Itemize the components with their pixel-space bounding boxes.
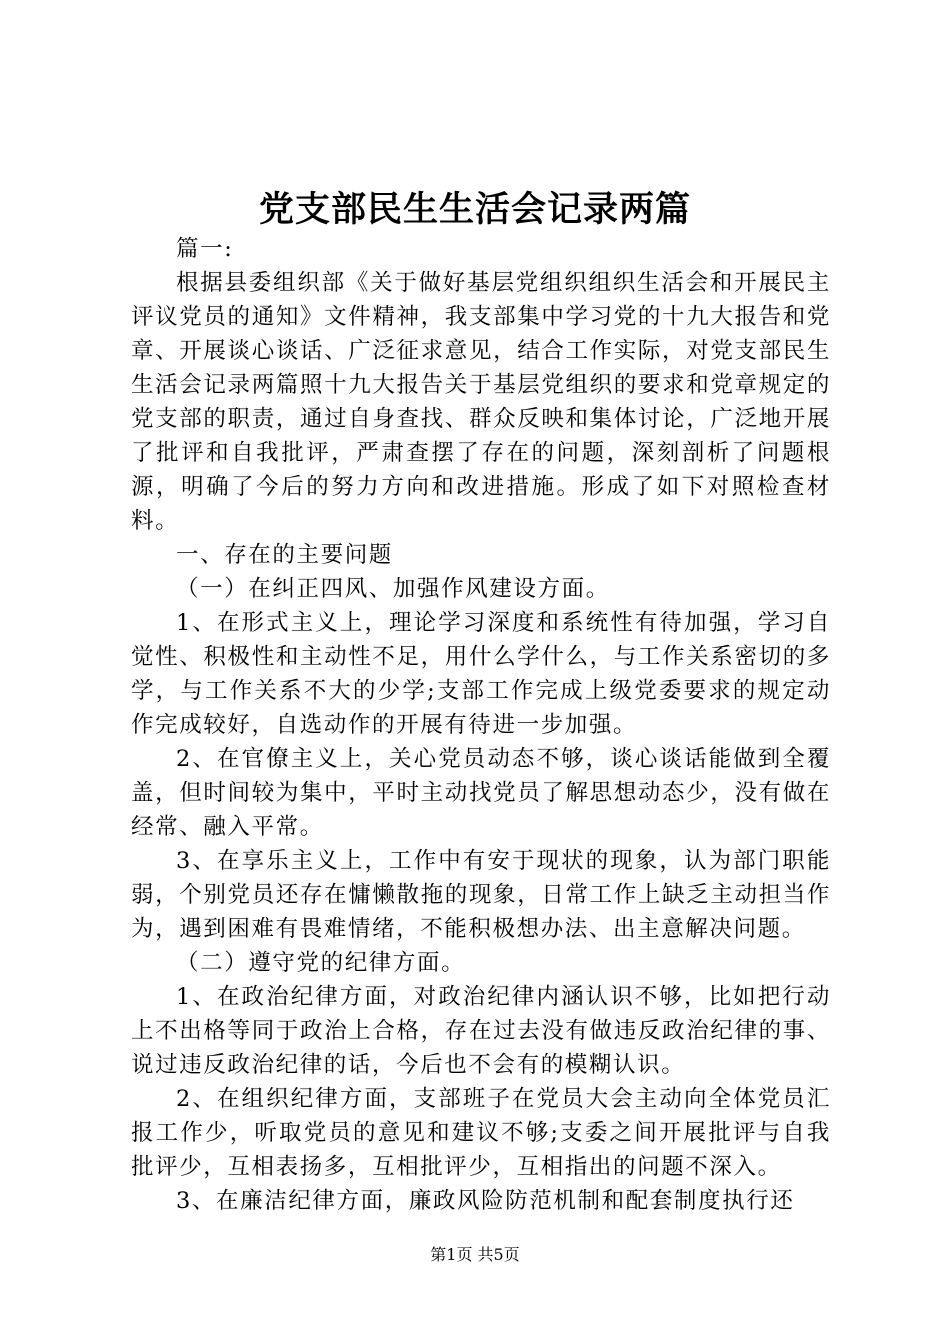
- body-paragraph: 3、在廉洁纪律方面，廉政风险防范机制和配套制度执行还: [176, 1188, 795, 1214]
- document-body: [131, 232, 831, 1218]
- body-paragraph: 2、在官僚主义上，关心党员动态不够，谈心谈话能做到全覆盖，但时间较为集中，平时主动找党员了解思想动态少，没有做在经常、融入平常。: [131, 746, 831, 840]
- body-paragraph: 2、在组织纪律方面，支部班子在党员大会主动向全体党员汇报工作少，听取党员的意见和建议不够;支委之间开展批评与自我批评少，互相表扬多，互相批评少，互相指出的问题不深入。: [131, 1086, 831, 1180]
- body-paragraph: 1、在政治纪律方面，对政治纪律内涵认识不够，比如把行动上不出格等同于政治上合格，存在过去没有做违反政治纪律的事、说过违反政治纪律的话，今后也不会有的模糊认识。: [131, 984, 831, 1078]
- document-title: 党支部民生生活会记录两篇: [258, 189, 691, 230]
- body-paragraph: 根据县委组织部《关于做好基层党组织组织生活会和开展民主评议党员的通知》文件精神，我支部集中学习党的十九大报告和党章、开展谈心谈话、广泛征求意见，结合工作实际，对党支部民生生活会记录两篇照十九大报告关于基层党组织的要求和党章规定的党支部的职责，通过自身查找、群众反映和集体讨论，广泛地开展了批评和自我批评，严肃查摆了存在的问题，深刻剖析了问题根源，明确了今后的努力方向和改进措施。形成了如下对照检查材料。: [131, 270, 831, 534]
- section-label: 篇一:: [176, 236, 234, 262]
- body-paragraph: 1、在形式主义上，理论学习深度和系统性有待加强，学习自觉性、积极性和主动性不足，用什么学什么，与工作关系密切的多学，与工作关系不大的少学;支部工作完成上级党委要求的规定动作完成较好，自选动作的开展有待进一步加强。: [131, 610, 831, 738]
- subsection-heading: （二）遵守党的纪律方面。: [176, 950, 466, 976]
- section-heading: 一、存在的主要问题: [176, 542, 393, 568]
- body-paragraph: 3、在享乐主义上，工作中有安于现状的现象，认为部门职能弱，个别党员还存在慵懒散拖的现象，日常工作上缺乏主动担当作为，遇到困难有畏难情绪，不能积极想办法、出主意解决问题。: [131, 848, 831, 942]
- page-number-footer: 第1页 共5页: [430, 1245, 520, 1264]
- subsection-heading: （一）在纠正四风、加强作风建设方面。: [176, 576, 610, 602]
